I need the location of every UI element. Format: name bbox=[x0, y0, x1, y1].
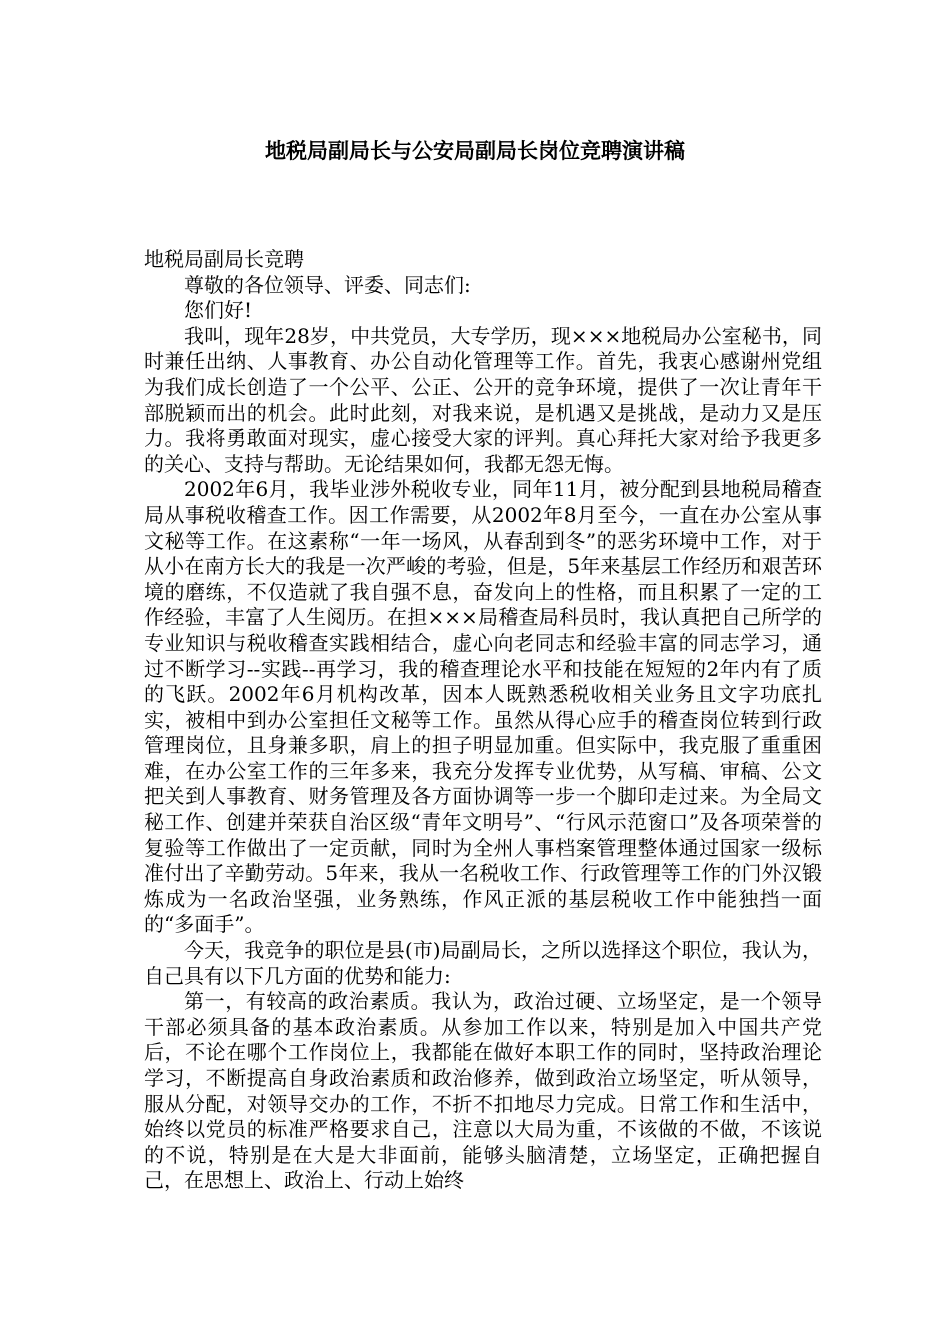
section-heading: 地税局副局长竞聘 bbox=[144, 247, 304, 271]
salutation: 尊敬的各位领导、评委、同志们: bbox=[184, 272, 471, 297]
greeting: 您们好! bbox=[184, 298, 253, 323]
paragraph-introduction: 我叫，现年28岁，中共党员，大专学历，现×××地税局办公室秘书，同时兼任出纳、人事教育、办公自动化管理等工作。首先，我衷心感谢州党组为我们成长创造了一个公平、公正、公开的竞争环境，提供了一次让青年干部脱颖而出的机会。此时此刻，对我来说，是机遇又是挑战，是动力又是压力。我将勇敢面对现实，虚心接受大家的评判。真心拜托大家对给予我更多的关心、支持与帮助。无论结果如何，我都无怨无悔。 bbox=[144, 323, 822, 476]
paragraph-political-quality: 第一，有较高的政治素质。我认为，政治过硬、立场坚定，是一个领导干部必须具备的基本政治素质。从参加工作以来，特别是加入中国共产党后，不论在哪个工作岗位上，我都能在做好本职工作的同时，坚持政治理论学习，不断提高自身政治素质和政治修养，做到政治立场坚定，听从领导，服从分配，对领导交办的工作，不折不扣地尽力完成。日常工作和生活中，始终以党员的标准严格要求自己，注意以大局为重，不该做的不做，不该说的不说，特别是在大是大非面前，能够头脑清楚，立场坚定，正确把握自己，在思想上、政治上、行动上始终 bbox=[144, 989, 822, 1193]
document-title: 地税局副局长与公安局副局长岗位竞聘演讲稿 bbox=[265, 139, 685, 163]
paragraph-position: 今天，我竞争的职位是县(市)局副局长，之所以选择这个职位，我认为，自己具有以下几方面的优势和能力: bbox=[144, 938, 822, 988]
paragraph-work-experience: 2002年6月，我毕业涉外税收专业，同年11月，被分配到县地税局稽查局从事税收稽查工作。因工作需要，从2002年8月至今，一直在办公室从事文秘等工作。在这素称“一年一场风，从春刮到冬”的恶劣环境中工作，对于从小在南方长大的我是一次严峻的考验，但是，5年来基层工作经历和艰苦环境的磨练，不仅造就了我自强不息，奋发向上的性格，而且积累了一定的工作经验，丰富了人生阅历。在担×××局稽查局科员时，我认真把自己所学的专业知识与税收稽查实践相结合，虚心向老同志和经验丰富的同志学习，通过不断学习--实践--再学习，我的稽查理论水平和技能在短短的2年内有了质的飞跃。2002年6月机构改革，因本人既熟悉税收相关业务且文字功底扎实，被相中到办公室担任文秘等工作。虽然从得心应手的稽查岗位转到行政管理岗位，且身兼多职，肩上的担子明显加重。但实际中，我克服了重重困难，在办公室工作的三年多来，我充分发挥专业优势，从写稿、审稿、公文把关到人事教育、财务管理及各方面协调等一步一个脚印走过来。为全局文秘工作、创建并荣获自治区级“青年文明号”、“行风示范窗口”及各项荣誉的复验等工作做出了一定贡献，同时为全州人事档案管理整体通过国家一级标准付出了辛勤劳动。5年来，我从一名税收工作、行政管理等工作的门外汉锻炼成为一名政治坚强，业务熟练，作风正派的基层税收工作中能独挡一面的“多面手”。 bbox=[144, 477, 822, 937]
document-body bbox=[144, 247, 822, 1194]
